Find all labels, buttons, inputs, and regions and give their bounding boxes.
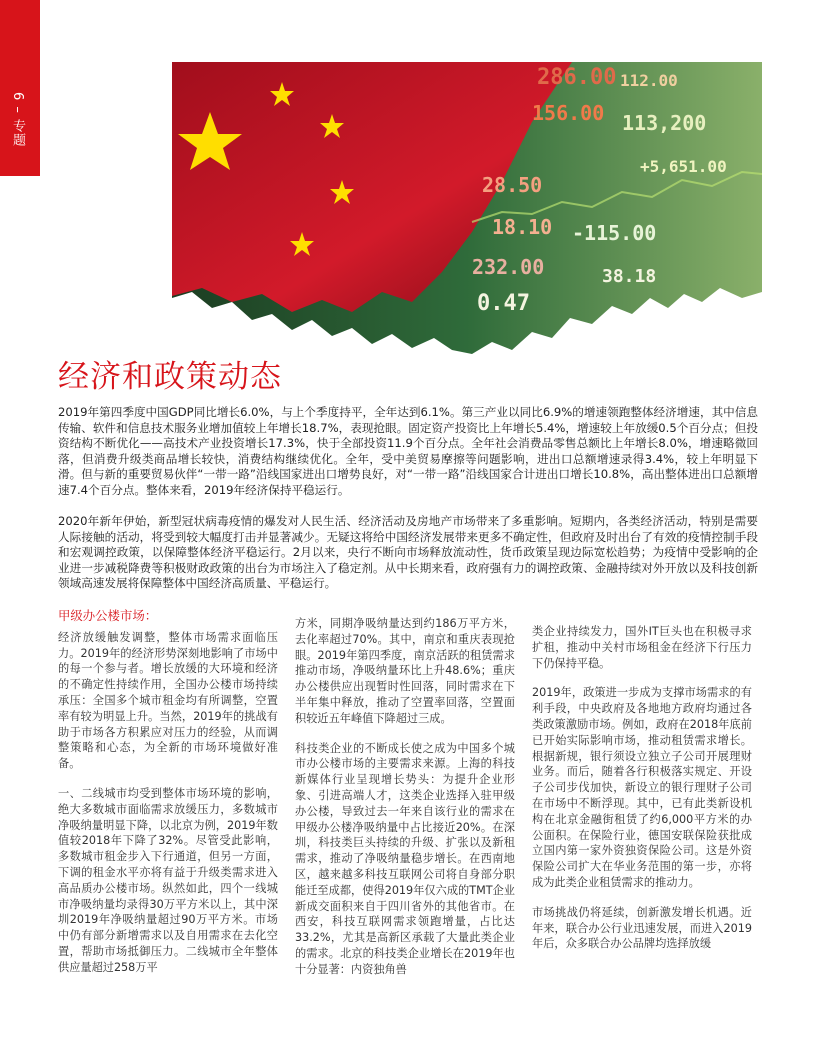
text-column — [532, 624, 752, 966]
hero-image — [172, 62, 762, 354]
body-paragraph: 一、二线城市均受到整体市场环境的影响，绝大多数城市面临需求放缓压力，多数城市净吸纳量明显下降，以北京为例，2019年数值较2018年下降了32%。尽管受此影响，多数城市租金步入下行通道，但另一方面，下调的租金水平亦将有益于升级类需求进入高品质办公楼市场。纵然如此，四个一线城市净吸纳量均录得30万平方米以上，其中深圳2019年净吸纳量超过90万平方米。市场中仍有部分新增需求以及自用需求在去化空置，帮助市场抵御压力。二线城市全年整体供应量超过258万平 — [58, 786, 278, 974]
section-heading: 甲级办公楼市场： — [58, 608, 158, 623]
intro-paragraph: 2019年第四季度中国GDP同比增长6.0%，与上个季度持平，全年达到6.1%。第三产业以同比6.9%的增速领跑整体经济增速，其中信息传输、软件和信息技术服务业增加值较上年增长18.7%，表现抢眼。固定资产投资比上年增长5.4%，增速较上年放缓0.5个百分点；但投资结构不断优化——高技术产业投资增长17.3%，快于全部投资11.9个百分点。全年社会消费品零售总额比上年增长8.0%，增速略微回落，但消费升级类商品增长较快，消费结构继续优化。全年，受中美贸易摩擦等问题影响，进出口总额增速录得3.4%，较上年明显下滑。但与新的重要贸易伙伴“一带一路”沿线国家进出口增势良好，对“一带一路”沿线国家合计进出口增长10.8%，高出整体进出口总额增速7.4个百分点。整体来看，2019年经济保持平稳运行。 — [58, 405, 758, 497]
body-paragraph: 类企业持续发力，国外IT巨头也在积极寻求扩租，推动中关村市场租金在经济下行压力下仍保持平稳。 — [532, 625, 752, 670]
section-tab — [0, 0, 40, 176]
body-paragraph: 2019年，政策进一步成为支撑市场需求的有利手段，中央政府及各地地方政府均通过各类政策激励市场。例如，政府在2018年底前已开始实际影响市场，推动租赁需求增长。根据新规，银行须设立独立子公司开展理财业务。而后，随着各行积极落实规定、开设子公司步伐加快，新设立的银行理财子公司在市场中不断浮现。其中，已有此类新设机构在北京金融街租赁了约6,000平方米的办公面积。在保险行业，德国安联保险获批成立国内第一家外资独资保险公司。这是外资保险公司扩大在华业务范围的第一步，亦将成为此类企业租赁需求的推动力。 — [532, 686, 752, 889]
body-paragraph: 方米，同期净吸纳量达到约186万平方米，去化率超过70%。其中，南京和重庆表现抢眼。2019年第四季度，南京活跃的租赁需求推动市场，净吸纳量环比上升48.6%；重庆办公楼供应出现暂时性回落，同时需求在下半年集中释放，推动了空置率回落，空置面积较近五年峰值下降超过三成。 — [295, 617, 515, 725]
intro-paragraph: 2020年新年伊始，新型冠状病毒疫情的爆发对人民生活、经济活动及房地产市场带来了多重影响。短期内，各类经济活动，特别是需要人际接触的活动，将受到较大幅度打击并显著减少。无疑这将给中国经济发展带来更多不确定性，但政府及时出台了有效的疫情控制手段和宏观调控政策，以保障整体经济平稳运行。2月以来，央行不断向市场释放流动性，货币政策呈现边际宽松趋势；为疫情中受影响的企业进一步减税降费等积极财政政策的出台为市场注入了稳定剂。从中长期来看，政府强有力的调控政策、金融持续对外开放以及科技创新领域高速发展将保障整体中国经济高质量、平稳运行。 — [58, 514, 758, 591]
ticker-value: 28.50 — [482, 173, 543, 197]
body-paragraph: 经济放缓触发调整，整体市场需求面临压力。2019年的经济形势深刻地影响了市场中的每一个参与者。增长放缓的大环境和经济的不确定性持续作用，全国办公楼市场持续承压：全国多个城市租金均有所调整，空置率有较为明显上升。当然，2019年的挑战有助于市场各方积累应对压力的经验，从而调整策略和心态，为全新的市场环境做好准备。 — [58, 630, 278, 771]
body-paragraph: 科技类企业的不断成长使之成为中国多个城市办公楼市场的主要需求来源。上海的科技新媒体行业呈现增长势头：为提升企业形象、引进高端人才，这类企业选择入驻甲级办公楼，导致过去一年来自该行业的需求在甲级办公楼净吸纳量中占比接近20%。在深圳，科技类巨头持续的升级、扩张以及新租需求，推动了净吸纳量稳步增长。在西南地区，越来越多科技互联网公司将自身部分职能迁至成都，使得2019年仅六成的TMT企业新成交面积来自于四川省外的其他省市。在西安，科技互联网需求领跑增量，占比达33.2%，尤其是高新区承载了大量此类企业的需求。北京的科技类企业增长在2019年也十分显著：内资独角兽 — [295, 741, 515, 976]
ticker-value: +5,651.00 — [640, 157, 727, 176]
ticker-value: 113,200 — [622, 111, 707, 135]
ticker-value: -115.00 — [572, 221, 657, 245]
ticker-value: 232.00 — [472, 255, 545, 279]
page-title: 经济和政策动态 — [58, 359, 282, 395]
ticker-value: 0.47 — [477, 291, 530, 316]
ticker-value: 156.00 — [532, 101, 605, 125]
flag-and-stock-image — [172, 62, 762, 354]
ticker-value: 38.18 — [602, 266, 657, 287]
text-column — [295, 616, 515, 992]
ticker-value: 286.00 — [537, 65, 617, 90]
text-column — [58, 608, 278, 990]
ticker-value: 18.10 — [492, 215, 553, 239]
ticker-value: 112.00 — [620, 71, 678, 90]
section-tab-label: 6 – 专题 — [10, 92, 25, 148]
body-paragraph: 市场挑战仍将延续，创新激发增长机遇。近年来，联合办公行业迅速发展，而进入2019年后，众多联合办公品牌均选择放缓 — [532, 905, 752, 951]
